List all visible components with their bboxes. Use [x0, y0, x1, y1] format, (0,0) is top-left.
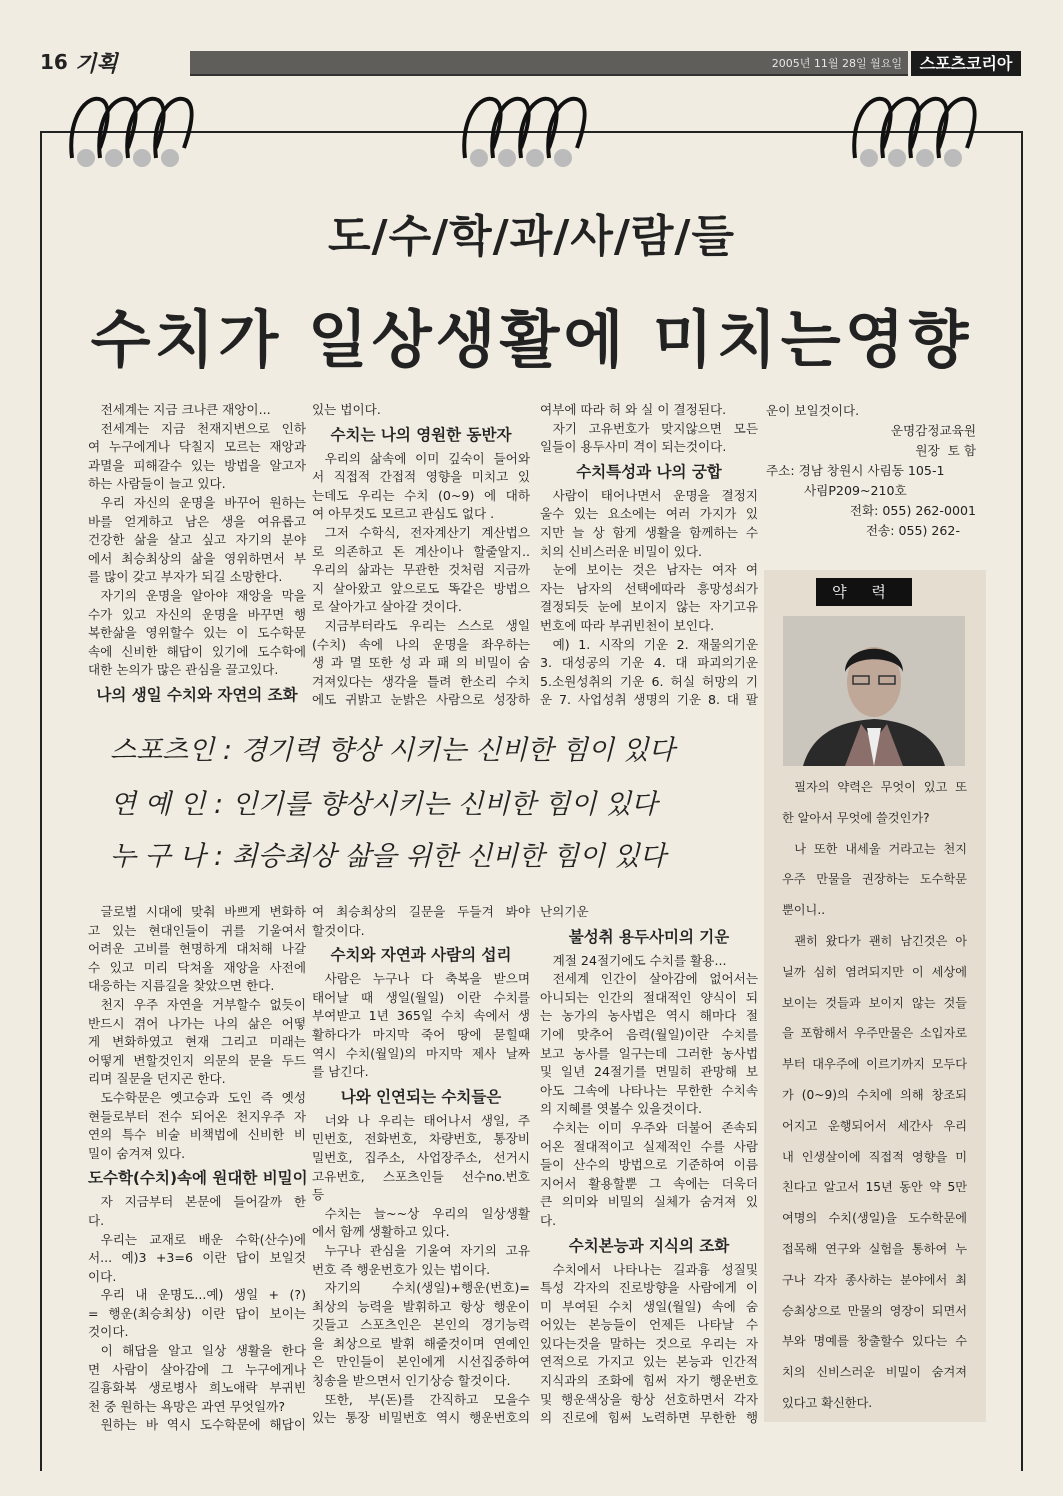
text-line: 사람이 태어나면서 운명을 결정지 [552, 487, 758, 503]
subheading: 수치와 자연과 사람의 섭리 [330, 946, 512, 965]
paragraph [312, 617, 530, 710]
text-line: 에서 최승최상의 삶을 영위하면서 부 [88, 550, 306, 566]
text-line: 천지 우주 자연을 거부할수 없듯이 [100, 996, 306, 1012]
body-column [312, 903, 530, 1428]
paragraph [312, 1391, 530, 1428]
text-line: 자 지금부터 본문에 들어갈까 한 [100, 1194, 306, 1210]
closing-line: 운이 보일것이다. [766, 403, 860, 418]
text-line: 부터 대우주에 이르기까지 모두다 [782, 1057, 967, 1072]
issue-date: 2005년 11월 28일 월요일 [771, 57, 902, 70]
text-line: 수 있고 미리 닥쳐올 재앙을 사전에 [88, 959, 306, 975]
text-line: 지금부터라도 우리는 스스로 생일 [324, 617, 530, 633]
address-line: 주소: 경남 창원시 사림동 105-1 [766, 463, 945, 478]
text-line: 접목해 연구와 실험을 통하여 누 [782, 1241, 967, 1256]
text-line: 어지고 운행되어서 세간사 우리 [782, 1118, 967, 1133]
spiral-binding-icon [455, 88, 595, 168]
organization: 운명감정교육원 [890, 423, 976, 438]
text-line: 이다. [88, 1268, 117, 1284]
paragraph [540, 636, 758, 710]
paragraph [88, 1231, 306, 1287]
paragraph [88, 420, 306, 494]
text-line: 사람은 누구나 다 축복을 받으며 [324, 971, 530, 987]
text-line: 원하는 바 역시 도수학문에 해답이 [100, 1417, 306, 1433]
text-line: 있는 통장 비밀번호 역시 행운번호의 [312, 1410, 530, 1426]
phone-number: 전화: 055) 262-0001 [849, 503, 976, 518]
text-line: 민번호, 전화번호, 차량번호, 통장비 [312, 1131, 530, 1147]
subheading: 수치특성과 나의 궁합 [576, 462, 722, 481]
text-line: 것이다. [88, 1324, 129, 1340]
text-line: 구나 각자 종사하는 분야에서 최 [782, 1272, 967, 1287]
paragraph [540, 401, 758, 420]
text-line: 여 누구에게나 닥칠지 모르는 재앙과 [88, 439, 306, 455]
text-line: 나 또한 내세울 거라고는 천지 [794, 841, 967, 856]
paragraph [88, 903, 306, 996]
paragraph [312, 401, 530, 420]
text-line: 도수학문은 옛고승과 도인 즉 옛성 [100, 1089, 306, 1105]
text-line: 우리의 삶속에 이미 깊숙이 들어와 [324, 450, 530, 466]
paragraph [88, 1193, 306, 1230]
slogan-entertainers: 연 예 인 : 인기를 향상시키는 신비한 힘이 있다 [110, 789, 658, 820]
text-line: 기에 맞추어 음력(월일)이란 수치를 [540, 1026, 758, 1042]
text-line: 게 변화하였고 현재 그리고 미래는 [88, 1034, 306, 1050]
article-kicker: 도/수/학/과/사/람/들 [328, 211, 735, 262]
author-photo [783, 616, 965, 766]
paragraph [312, 524, 530, 617]
text-line: 자기 고유번호가 맞지않으면 모든 [552, 420, 758, 436]
paragraph [540, 970, 758, 1119]
paragraph [88, 1342, 306, 1416]
text-line: 어온 절대적이고 실제적인 수를 사람 [540, 1138, 758, 1154]
paragraph [540, 1261, 758, 1428]
paragraph [540, 487, 758, 561]
text-line: 난의기운 [540, 904, 589, 919]
text-line: 여 아무것도 모르고 관심도 없다 . [312, 506, 495, 522]
text-line: 의 진로에 힘써 노력하면 무한한 행 [540, 1410, 758, 1426]
paragraph [540, 420, 758, 457]
text-line: 누구나 관심을 기울여 자기의 고유 [324, 1242, 530, 1258]
text-line: 지만 늘 상 함게 생활을 함께하는 수 [540, 524, 758, 540]
text-line: 있다는것을 말하는 것으로 우리는 자 [540, 1335, 758, 1351]
text-line: 을 최상으로 발휘 해줄것이며 연예인 [312, 1335, 530, 1351]
text-line: 는데도 우리는 수치 (0~9) 에 대하 [312, 487, 530, 503]
text-line: 어있는 본능들이 언제든 나타날 수 [540, 1317, 758, 1333]
text-line: 눈에 보이는 것은 남자는 여자 여 [552, 562, 758, 578]
slogan-sports: 스포츠인 : 경기력 향상 시키는 신비한 힘이 있다 [110, 735, 675, 766]
text-line: 할것이다. [312, 922, 365, 938]
text-line: 다. [540, 1212, 557, 1228]
body-column [88, 401, 306, 710]
text-line: 밀이 숨겨져 있다. [88, 1145, 186, 1161]
text-line: 친다고 알고서 15년 동안 약 5만 [782, 1180, 967, 1195]
subheading: 나와 인연되는 수치들은 [340, 1087, 502, 1106]
text-line: 에서 함께 생활하고 있다. [312, 1224, 450, 1240]
text-line: 부여받고 1년 365일 수치 속에서 생 [312, 1008, 530, 1024]
text-line: 현들로부터 전수 되어온 천지우주 자 [88, 1108, 306, 1124]
text-line: 아도 그속에 나타나는 무한한 수치속 [540, 1082, 758, 1098]
bio-text [782, 772, 967, 1419]
text-line: 복한삶을 영위할수 있는 이 도수학문 [88, 625, 306, 641]
subheading: 불성취 용두사미의 기운 [568, 927, 730, 946]
text-line: 로 의존하고 돈 계산이나 할줄알지.. [312, 543, 530, 559]
body-column [540, 401, 758, 710]
paragraph [782, 772, 967, 834]
text-line: 연적으로 가지고 있는 본능과 인간적 [540, 1354, 758, 1370]
paragraph [88, 494, 306, 587]
text-line: 등 [312, 1187, 325, 1203]
paragraph [540, 1119, 758, 1231]
text-line: 여 최승최상의 길문을 두들겨 봐야 [312, 904, 530, 919]
text-line: 특성 각자의 진로방향을 사람에게 이 [540, 1280, 758, 1296]
paragraph [540, 561, 758, 635]
text-line: 어떻게 변할것인지 의문의 문을 두드 [88, 1052, 306, 1068]
text-line: 역시 수치(월일)의 마지막 제사 날짜 [312, 1045, 530, 1061]
paragraph [88, 587, 306, 680]
text-line: 및 일년 24절기를 면밀히 관망해 보 [540, 1064, 758, 1080]
text-line: 다. [88, 1212, 105, 1228]
text-line: 그저 수학식, 전자계산기 계산법으 [324, 524, 530, 540]
text-line: 보고 농사를 일구는데 그러한 농사법 [540, 1045, 758, 1061]
newspaper-brand: 스포츠코리아 [911, 51, 1021, 76]
text-line: 반드시 겪어 나가는 나의 삶은 어떻 [88, 1015, 306, 1031]
paragraph [88, 996, 306, 1089]
text-line: 칭송을 받으면서 인기상승 할것이다. [312, 1373, 511, 1389]
text-line: 5.소원성취의 기운 6. 허실 허망의 기 [540, 673, 758, 689]
paragraph [88, 1286, 306, 1342]
text-line: 가 (0~9)의 수치에 의해 창조되 [782, 1087, 967, 1102]
paragraph [312, 450, 530, 524]
subheading: 수치본능과 지식의 조화 [568, 1236, 730, 1255]
text-line: 번호에 따라 부귀빈천이 보인다. [540, 617, 715, 633]
text-line: 수치는 이미 우주와 더불어 존속되 [552, 1119, 758, 1135]
text-line: 뿐이니.. [782, 903, 826, 918]
paragraph [312, 1112, 530, 1205]
text-line: 여명의 수치(생일)을 도수학문에 [782, 1211, 967, 1226]
paragraph [88, 1416, 306, 1435]
text-line: 로 살아가고 살아갈 것이다. [312, 599, 462, 615]
text-line: 닐까 심히 염려되지만 이 세상에 [782, 964, 967, 979]
text-line: 바를 얻게하고 남은 생을 여유롭고 [88, 513, 306, 529]
text-line: 치의 신비스러운 비밀이 있다. [540, 543, 702, 559]
text-line: 면 사람이 살아감에 그 누구에게나 [88, 1361, 306, 1377]
text-line: 의 지혜를 엿볼수 있을것이다. [540, 1101, 702, 1117]
body-column [540, 903, 758, 1428]
text-line: 있는 법이다. [312, 402, 381, 417]
text-line: 지어서 활용할뿐 그 속에는 더욱더 [540, 1175, 758, 1191]
text-line: 너와 나 우리는 태어나서 생일, 주 [324, 1112, 530, 1128]
paragraph [312, 1279, 530, 1391]
text-line: 대한 논의가 많은 관심을 끌고있다. [88, 662, 279, 678]
text-line: 활하다가 마지막 죽어 땅에 묻힐때 [312, 1026, 530, 1042]
text-line: 계절 24절기에도 수치를 활용... [552, 952, 727, 968]
text-line: 이 해답을 알고 일상 생활을 한다 [100, 1343, 306, 1359]
subheading: 수치는 나의 영원한 동반자 [330, 425, 512, 444]
text-line: 내 인생살이에 직접적 영향을 미 [782, 1149, 967, 1164]
paragraph [88, 401, 306, 420]
text-line: 또한, 부(돈)를 간직하고 모을수 [324, 1391, 530, 1407]
text-line: 를 많이 갖고 부자가 되길 소망한다. [88, 569, 283, 585]
spiral-binding-icon [845, 88, 985, 168]
text-line: 연의 특수 비술 비책법에 신비한 비 [88, 1127, 306, 1143]
text-line: 괜히 왔다가 괜히 남긴것은 아 [794, 933, 967, 948]
text-line: 전세계는 지금 천재지변으로 인하 [100, 420, 306, 436]
text-line: 천 중 원하는 욕망은 과연 무엇일까? [88, 1398, 286, 1414]
text-line: (수치) 속에 나의 운명을 좌우하는 [312, 636, 530, 652]
text-line: 밀번호, 집주소, 사업장주소, 선거시 [312, 1149, 530, 1165]
page-number: 16 [40, 50, 68, 74]
text-line: 를 남긴다. [312, 1064, 369, 1080]
paragraph [312, 970, 530, 1082]
text-line: 일들이 용두사미 격이 되는것이다. [540, 439, 727, 455]
text-line: 전세계 인간이 살아감에 없어서는 [552, 971, 758, 987]
paragraph [88, 1089, 306, 1163]
author-name: 원장 토 함 [915, 443, 976, 458]
text-line: 우리는 교재로 배운 수학(산수)에 [100, 1231, 306, 1247]
text-line: 미 부여된 수치 생일(월일) 속에 숨 [540, 1298, 758, 1314]
paragraph [540, 903, 758, 922]
section-label: 기획 [75, 51, 118, 77]
subheading: 도수학(수치)속에 원대한 비밀이 [88, 1169, 308, 1188]
text-line: 자는 남자의 선택에따라 흥망성쇠가 [540, 580, 758, 596]
text-line: 지식과의 조화에 힘써 자기 행운번호 [540, 1373, 758, 1389]
body-column [88, 903, 306, 1435]
text-line: 속에 신비한 해답이 있기에 도수학에 [88, 643, 306, 659]
text-line: 지 살아왔고 앞으로도 똑같은 방법으 [312, 580, 530, 596]
text-line: 번호 즉 행운번호가 있는 법이다. [312, 1261, 491, 1277]
paragraph [312, 1205, 530, 1242]
text-line: 우리 내 운명도...예) 생일 + (?) [100, 1287, 306, 1303]
subheading: 나의 생일 수치와 자연의 조화 [96, 685, 298, 704]
text-line: 과멸을 피해갈수 있는 방법을 알고자 [88, 457, 306, 473]
text-line: 을 포함해서 우주만물은 소입자로 [782, 1026, 967, 1041]
bio-label: 약 력 [816, 578, 912, 606]
text-line: 필자의 약력은 무엇이 있고 또 [794, 780, 967, 794]
text-line: 들이 산수의 방법으로 기준하여 이름 [540, 1157, 758, 1173]
text-line: 건강한 삶을 살고 싶고 자기의 분야 [88, 532, 306, 548]
paragraph [312, 903, 530, 940]
paragraph [312, 1242, 530, 1279]
text-line: 우주 만물을 권장하는 도수학문 [782, 872, 967, 887]
text-line: 태어날 때 생일(월일) 이란 수치를 [312, 989, 530, 1005]
text-line: 은 만인들이 본인에게 시선집중하여 [312, 1354, 530, 1370]
text-line: 울수 있는 요소에는 여러 가지가 있 [540, 506, 758, 522]
portrait-image [783, 616, 965, 766]
text-line: 아니되는 인간의 절대적인 양식이 되 [540, 989, 758, 1005]
fax-number: 전송: 055) 262- [865, 523, 960, 538]
text-line: 큰 의미와 비밀의 실체가 숨겨져 있 [540, 1194, 758, 1210]
text-line: 고유번호, 스포츠인들 선수no.번호 [312, 1168, 530, 1184]
text-line: 및 행운색상을 항상 선호하면서 각자 [540, 1391, 758, 1407]
text-line: 하는 사람들이 늘고 있다. [88, 476, 226, 492]
text-line: 리며 질문을 던지곤 한다. [88, 1071, 226, 1087]
text-line: 결정되듯 눈에 보이지 않는 자기고유 [540, 599, 758, 615]
text-line: 생 과 멸 또한 성 과 패 의 비밀이 숨 [312, 655, 530, 671]
text-line: 부와 명예를 창출할수 있다는 수 [782, 1334, 967, 1349]
text-line: 에도 귀밝고 눈밝은 사람으로 성장하 [312, 692, 530, 708]
address-line: 사림P209~210호 [804, 483, 907, 498]
text-line: 승최상으로 만물의 영장이 되면서 [782, 1303, 967, 1318]
text-line: 서... 예)3 +3=6 이란 답이 보일것 [88, 1250, 306, 1266]
text-line: 여부에 따라 허 와 실 이 결정된다. [540, 402, 727, 417]
text-line: 자기의 수치(생일)+행운(번호)= [324, 1280, 530, 1296]
text-line: 수치에서 나타나는 길과흉 성질및 [552, 1261, 758, 1277]
text-line: 는 농가의 농사법은 역시 해마다 절 [540, 1008, 758, 1024]
text-line: 전세계는 지금 크나큰 재앙이... [100, 402, 271, 417]
paragraph [540, 952, 758, 971]
text-line: 대응하는 지름길을 찾았으면 한다. [88, 978, 275, 994]
text-line: 자기의 운명을 알아야 재앙을 막을 [100, 587, 306, 603]
text-line: 3. 대성공의 기운 4. 대 파괴의기운 [540, 655, 758, 671]
slogan-everyone: 누 구 나 : 최승최상 삶을 위한 신비한 힘이 있다 [110, 841, 666, 872]
author-contact [766, 401, 982, 541]
text-line: 어려운 고비를 현명하게 대처해 나갈 [88, 941, 306, 957]
text-line: 깃들고 스포츠인은 본인의 경기능력 [312, 1317, 530, 1333]
text-line: = 행운(최승최상) 이란 답이 보이는 [88, 1305, 306, 1321]
text-line: 겨져있다는 생각을 틀려 한소리 수치 [312, 673, 530, 689]
spiral-binding-icon [62, 88, 202, 168]
paragraph [782, 834, 967, 926]
text-line: 글로벌 시대에 맞춰 바쁘게 변화하 [100, 904, 306, 919]
text-line: 길흉화복 생로병사 희노애락 부귀빈 [88, 1380, 306, 1396]
text-line: 서 직접적 간접적 영향을 미치고 있 [312, 469, 530, 485]
text-line: 최상의 능력을 발휘하고 항상 행운이 [312, 1298, 530, 1314]
article-headline: 수치가 일상생활에 미치는영향 [90, 303, 973, 376]
text-line: 있다고 확신한다. [782, 1395, 873, 1410]
text-line: 수가 있고 자신의 운명을 바꾸면 행 [88, 606, 306, 622]
text-line: 고 있는 현대인들이 귀를 기울여서 [88, 922, 306, 938]
text-line: 예) 1. 시작의 기운 2. 재물의기운 [552, 636, 758, 652]
text-line: 한 알아서 무엇에 쓸것인가? [782, 810, 930, 825]
text-line: 치의 신비스러운 비밀이 숨겨져 [782, 1365, 967, 1380]
text-line: 우리의 삶과는 무관한 것처럼 지금까 [312, 562, 530, 578]
body-column [312, 401, 530, 710]
text-line: 보이는 것들과 보이지 않는 것들 [782, 995, 967, 1010]
paragraph [782, 926, 967, 1419]
text-line: 수치는 늘~~상 우리의 일상생활 [324, 1205, 530, 1221]
text-line: 우리 자신의 운명을 바꾸어 원하는 [100, 494, 306, 510]
text-line: 운 7. 사업성취 생명의 기운 8. 대 팔 [540, 692, 758, 708]
